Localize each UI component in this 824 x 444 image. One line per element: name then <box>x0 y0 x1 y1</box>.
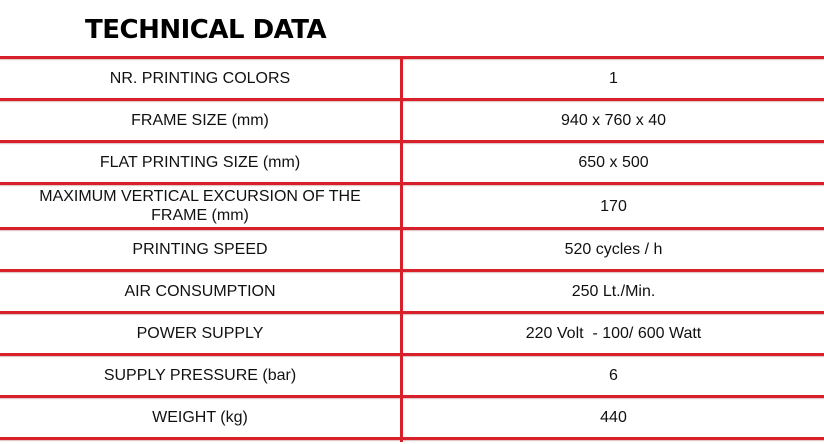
row-label <box>0 143 400 182</box>
table-row <box>0 59 824 98</box>
row-label <box>0 356 400 395</box>
table-row <box>0 143 824 182</box>
row-label-text: FRAME SIZE (mm) <box>131 112 269 129</box>
row-label <box>0 314 400 353</box>
row-label <box>0 101 400 140</box>
row-label-text: FLAT PRINTING SIZE (mm) <box>99 154 301 171</box>
table-row <box>0 272 824 311</box>
row-value: 520 cycles / h <box>564 241 663 258</box>
table-row <box>0 398 824 437</box>
table-row <box>0 101 824 140</box>
row-label <box>0 398 400 437</box>
row-value: 440 <box>600 409 627 426</box>
row-label <box>0 230 400 269</box>
row-value: 650 x 500 <box>578 154 649 171</box>
table-row <box>0 185 824 227</box>
row-label-text: POWER SUPPLY <box>136 325 264 342</box>
row-value: 6 <box>609 367 618 384</box>
row-divider <box>0 437 824 440</box>
row-label <box>0 59 400 98</box>
row-label <box>0 185 400 227</box>
technical-data-table <box>0 56 824 442</box>
row-label-text: MAXIMUM VERTICAL EXCURSION OF THE FRAME (mm) <box>39 188 361 224</box>
row-label-text: AIR CONSUMPTION <box>124 283 276 300</box>
row-label-text: NR. PRINTING COLORS <box>109 70 291 87</box>
row-value: 250 Lt./Min. <box>571 283 656 300</box>
row-label-text: WEIGHT (kg) <box>152 409 248 426</box>
row-label-text: SUPPLY PRESSURE (bar) <box>103 367 297 384</box>
table-row <box>0 314 824 353</box>
row-label-text: PRINTING SPEED <box>132 241 268 258</box>
table-row <box>0 230 824 269</box>
page-title: TECHNICAL DATA <box>85 15 327 45</box>
row-label <box>0 272 400 311</box>
row-value: 220 Volt - 100/ 600 Watt <box>525 325 702 342</box>
row-value: 1 <box>609 70 618 87</box>
row-value: 940 x 760 x 40 <box>561 112 666 129</box>
table-row <box>0 356 824 395</box>
row-value: 170 <box>600 197 627 215</box>
